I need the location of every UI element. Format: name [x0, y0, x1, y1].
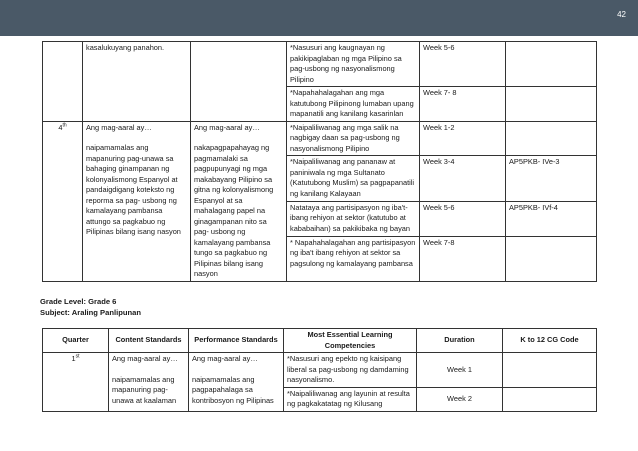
header-quarter: Quarter — [43, 329, 109, 353]
performance-standard-cell — [191, 121, 287, 281]
curriculum-table-grade5 — [42, 41, 597, 282]
table-header-row — [43, 329, 597, 353]
quarter-cell: 4th — [43, 121, 83, 281]
subject-heading: Subject: Araling Panlipunan — [40, 308, 141, 317]
competency-cell: Natataya ang partisipasyon ng iba't-ibang rehiyon at sektor (katutubo at kababaihan) sa pakikibaka ng bayan — [287, 201, 420, 236]
header-cg-code: K to 12 CG Code — [503, 329, 597, 353]
code-cell — [503, 387, 597, 411]
duration-cell: Week 1 — [417, 353, 503, 388]
header-duration: Duration — [417, 329, 503, 353]
competency-cell: * Napahahalagahan ang partisipasyon ng iba't ibang rehiyon at sektor sa pagsulong ng kamalayang pambansa — [287, 236, 420, 281]
competency-cell: *Naipaliliwanag ang layunin at resulta ng pagkakatatag ng Kilusang — [284, 387, 417, 411]
competency-cell: *Naipaliliwanag ang mga salik na nagbigay daan sa pag-usbong ng nasyonalismong Pilipino — [287, 121, 420, 156]
performance-standard-cell — [189, 353, 284, 412]
grade-level-heading: Grade Level: Grade 6 — [40, 297, 117, 306]
header-band — [0, 0, 638, 36]
curriculum-table-grade6 — [42, 328, 597, 412]
code-cell: AP5PKB- IVf-4 — [506, 201, 597, 236]
content-standard-text: naipamamalas ang mapanuring pag-unawa at kaalaman — [112, 374, 177, 405]
performance-standard-cell — [191, 42, 287, 122]
duration-cell: Week 7-8 — [420, 236, 506, 281]
header-performance-standards: Performance Standards — [189, 329, 284, 353]
header-competencies: Most Essential Learning Competencies — [284, 329, 417, 353]
code-cell: AP5PKB- IVe-3 — [506, 156, 597, 201]
quarter-cell: 1st — [43, 353, 109, 412]
code-cell — [506, 87, 597, 122]
duration-cell: Week 5-6 — [420, 201, 506, 236]
header-content-standards: Content Standards — [109, 329, 189, 353]
duration-cell: Week 1-2 — [420, 121, 506, 156]
duration-cell: Week 7- 8 — [420, 87, 506, 122]
performance-standard-text: nakapagpapahayag ng pagmamalaki sa pagpupunyagi ng mga makabayang Pilipino sa gitna ng kolonyalismong Espanyol at sa mahalagang papel na ginagampanan nito sa pag- usbong ng kamalayang pambansa tungo sa pagkabuo ng Pilipinas bilang isang nasyon — [194, 143, 274, 278]
table-row — [43, 121, 597, 156]
code-cell — [506, 121, 597, 156]
competency-cell: *Napahahalagahan ang mga katutubong Pilipinong lumaban upang mapanatili ang kanilang kasarinlan — [287, 87, 420, 122]
content-standard-cell: kasalukuyang panahon. — [83, 42, 191, 122]
competency-cell: *Nasusuri ang kaugnayan ng pakikipaglaban ng mga Pilipino sa pag-usbong ng nasyonalismong Pilipino — [287, 42, 420, 87]
duration-cell: Week 5-6 — [420, 42, 506, 87]
competency-cell: *Nasusuri ang epekto ng kaisipang liberal sa pag-usbong ng damdaming nasyonalismo. — [284, 353, 417, 388]
content-standard-cell — [109, 353, 189, 412]
code-cell — [506, 42, 597, 87]
duration-cell: Week 3-4 — [420, 156, 506, 201]
content-standard-text: naipamamalas ang mapanuring pag-unawa sa bahaging ginampanan ng kolonyalismong Espanyol at pandaigdigang koteksto ng reporma sa pag- usbong ng kamalayang pambansa attungo sa pagkabuo ng Pilipinas bilang isang nasyon — [86, 143, 181, 236]
table-row — [43, 353, 597, 388]
duration-cell: Week 2 — [417, 387, 503, 411]
content-standard-intro: Ang mag-aaral ay… — [86, 122, 152, 132]
performance-standard-intro: Ang mag-aaral ay… — [194, 122, 260, 132]
table-row — [43, 42, 597, 87]
quarter-cell — [43, 42, 83, 122]
content-standard-intro: Ang mag-aaral ay… — [112, 354, 178, 363]
code-cell — [503, 353, 597, 388]
competency-cell: *Naipaliliwanag ang pananaw at paniniwala ng mga Sultanato (Katutubong Muslim) sa pagpapanatili ng kanilang Kalayaan — [287, 156, 420, 201]
performance-standard-intro: Ang mag-aaral ay… — [192, 354, 258, 363]
code-cell — [506, 236, 597, 281]
performance-standard-text: naipamamalas ang pagpapahalaga sa kontribosyon ng Pilipinas — [192, 374, 274, 405]
page-number: 42 — [617, 10, 626, 19]
content-standard-cell — [83, 121, 191, 281]
